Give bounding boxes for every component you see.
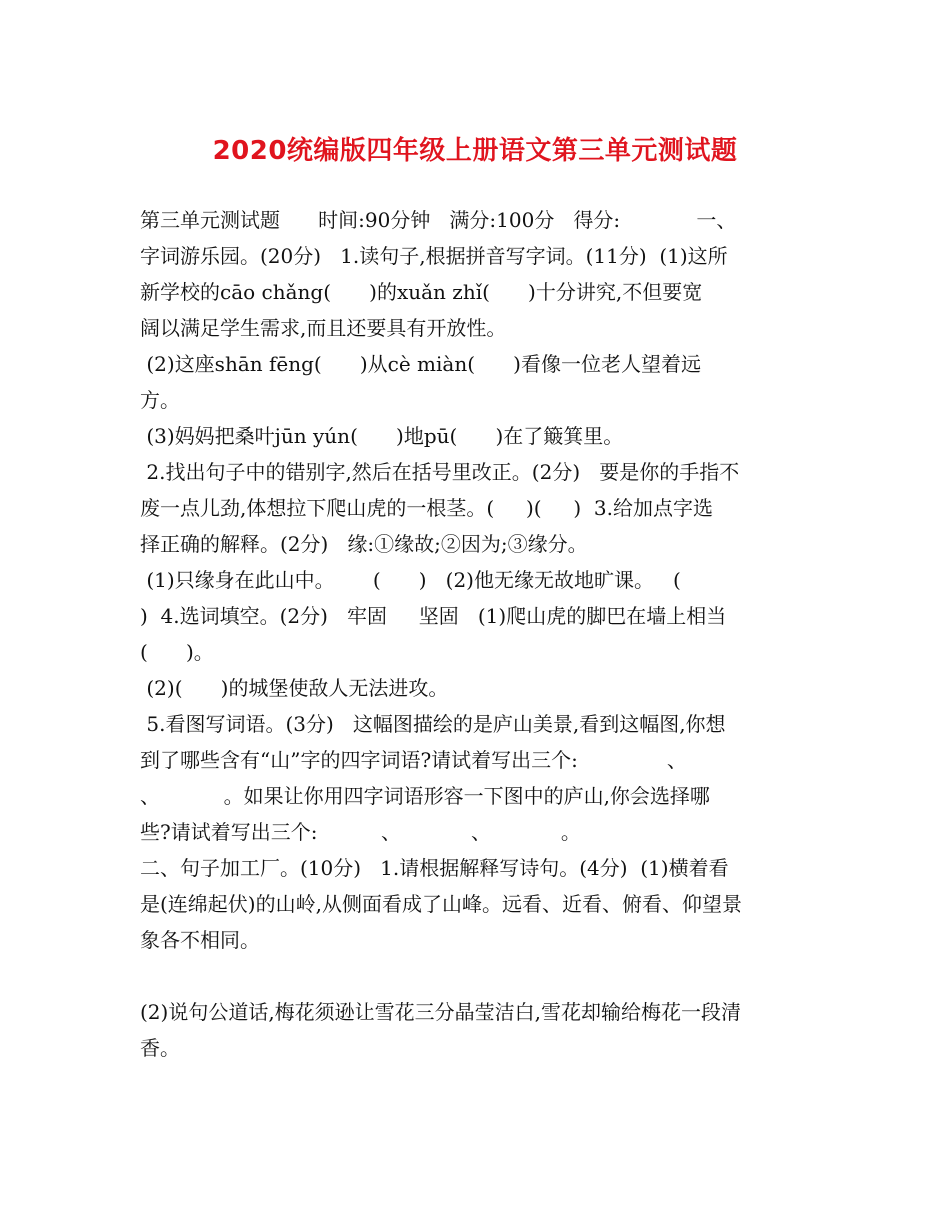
text-line: ( )。 xyxy=(140,640,214,664)
text-line: 些?请试着写出三个: 、 、 。 xyxy=(140,820,581,844)
text-line: 2.找出句子中的错别字,然后在括号里改正。(2分) 要是你的手指不 xyxy=(140,460,740,484)
text-line: 、 。如果让你用四字词语形容一下图中的庐山,你会选择哪 xyxy=(140,784,710,808)
document-title: 2020统编版四年级上册语文第三单元测试题 xyxy=(212,136,738,166)
text-line: 象各不相同。 xyxy=(140,928,260,952)
text-line: 废一点儿劲,体想拉下爬山虎的一根茎。( )( ) 3.给加点字选 xyxy=(140,496,713,520)
text-line: (3)妈妈把桑叶jūn yún( )地pū( )在了簸箕里。 xyxy=(140,424,624,448)
text-line: 方。 xyxy=(140,388,180,412)
text-line: 香。 xyxy=(140,1036,180,1060)
text-line: 新学校的cāo chǎng( )的xuǎn zhǐ( )十分讲究,不但要宽 xyxy=(140,280,703,304)
text-line: (2)( )的城堡使敌人无法进攻。 xyxy=(140,676,449,700)
text-line: (2)这座shān fēng( )从cè miàn( )看像一位老人望着远 xyxy=(140,352,701,376)
text-line: 字词游乐园。(20分) 1.读句子,根据拼音写字词。(11分) (1)这所 xyxy=(140,244,728,268)
text-line: 是(连绵起伏)的山岭,从侧面看成了山峰。远看、近看、俯看、仰望景 xyxy=(140,892,742,916)
text-line: 二、句子加工厂。(10分) 1.请根据解释写诗句。(4分) (1)横着看 xyxy=(140,856,729,880)
text-line: 5.看图写词语。(3分) 这幅图描绘的是庐山美景,看到这幅图,你想 xyxy=(140,712,726,736)
text-line: (1)只缘身在此山中。 ( ) (2)他无缘无故地旷课。 ( xyxy=(140,568,681,592)
text-line: 阔以满足学生需求,而且还要具有开放性。 xyxy=(140,316,507,340)
text-line: ) 4.选词填空。(2分) 牢固 坚固 (1)爬山虎的脚巴在墙上相当 xyxy=(140,604,727,628)
text-line: 择正确的解释。(2分) 缘:①缘故;②因为;③缘分。 xyxy=(140,532,588,556)
text-line: 到了哪些含有“山”字的四字词语?请试着写出三个: 、 xyxy=(140,748,687,772)
text-line: 第三单元测试题 时间:90分钟 满分:100分 得分: 一、 xyxy=(140,208,737,232)
text-line: (2)说句公道话,梅花须逊让雪花三分晶莹洁白,雪花却输给梅花一段清 xyxy=(140,1000,742,1024)
